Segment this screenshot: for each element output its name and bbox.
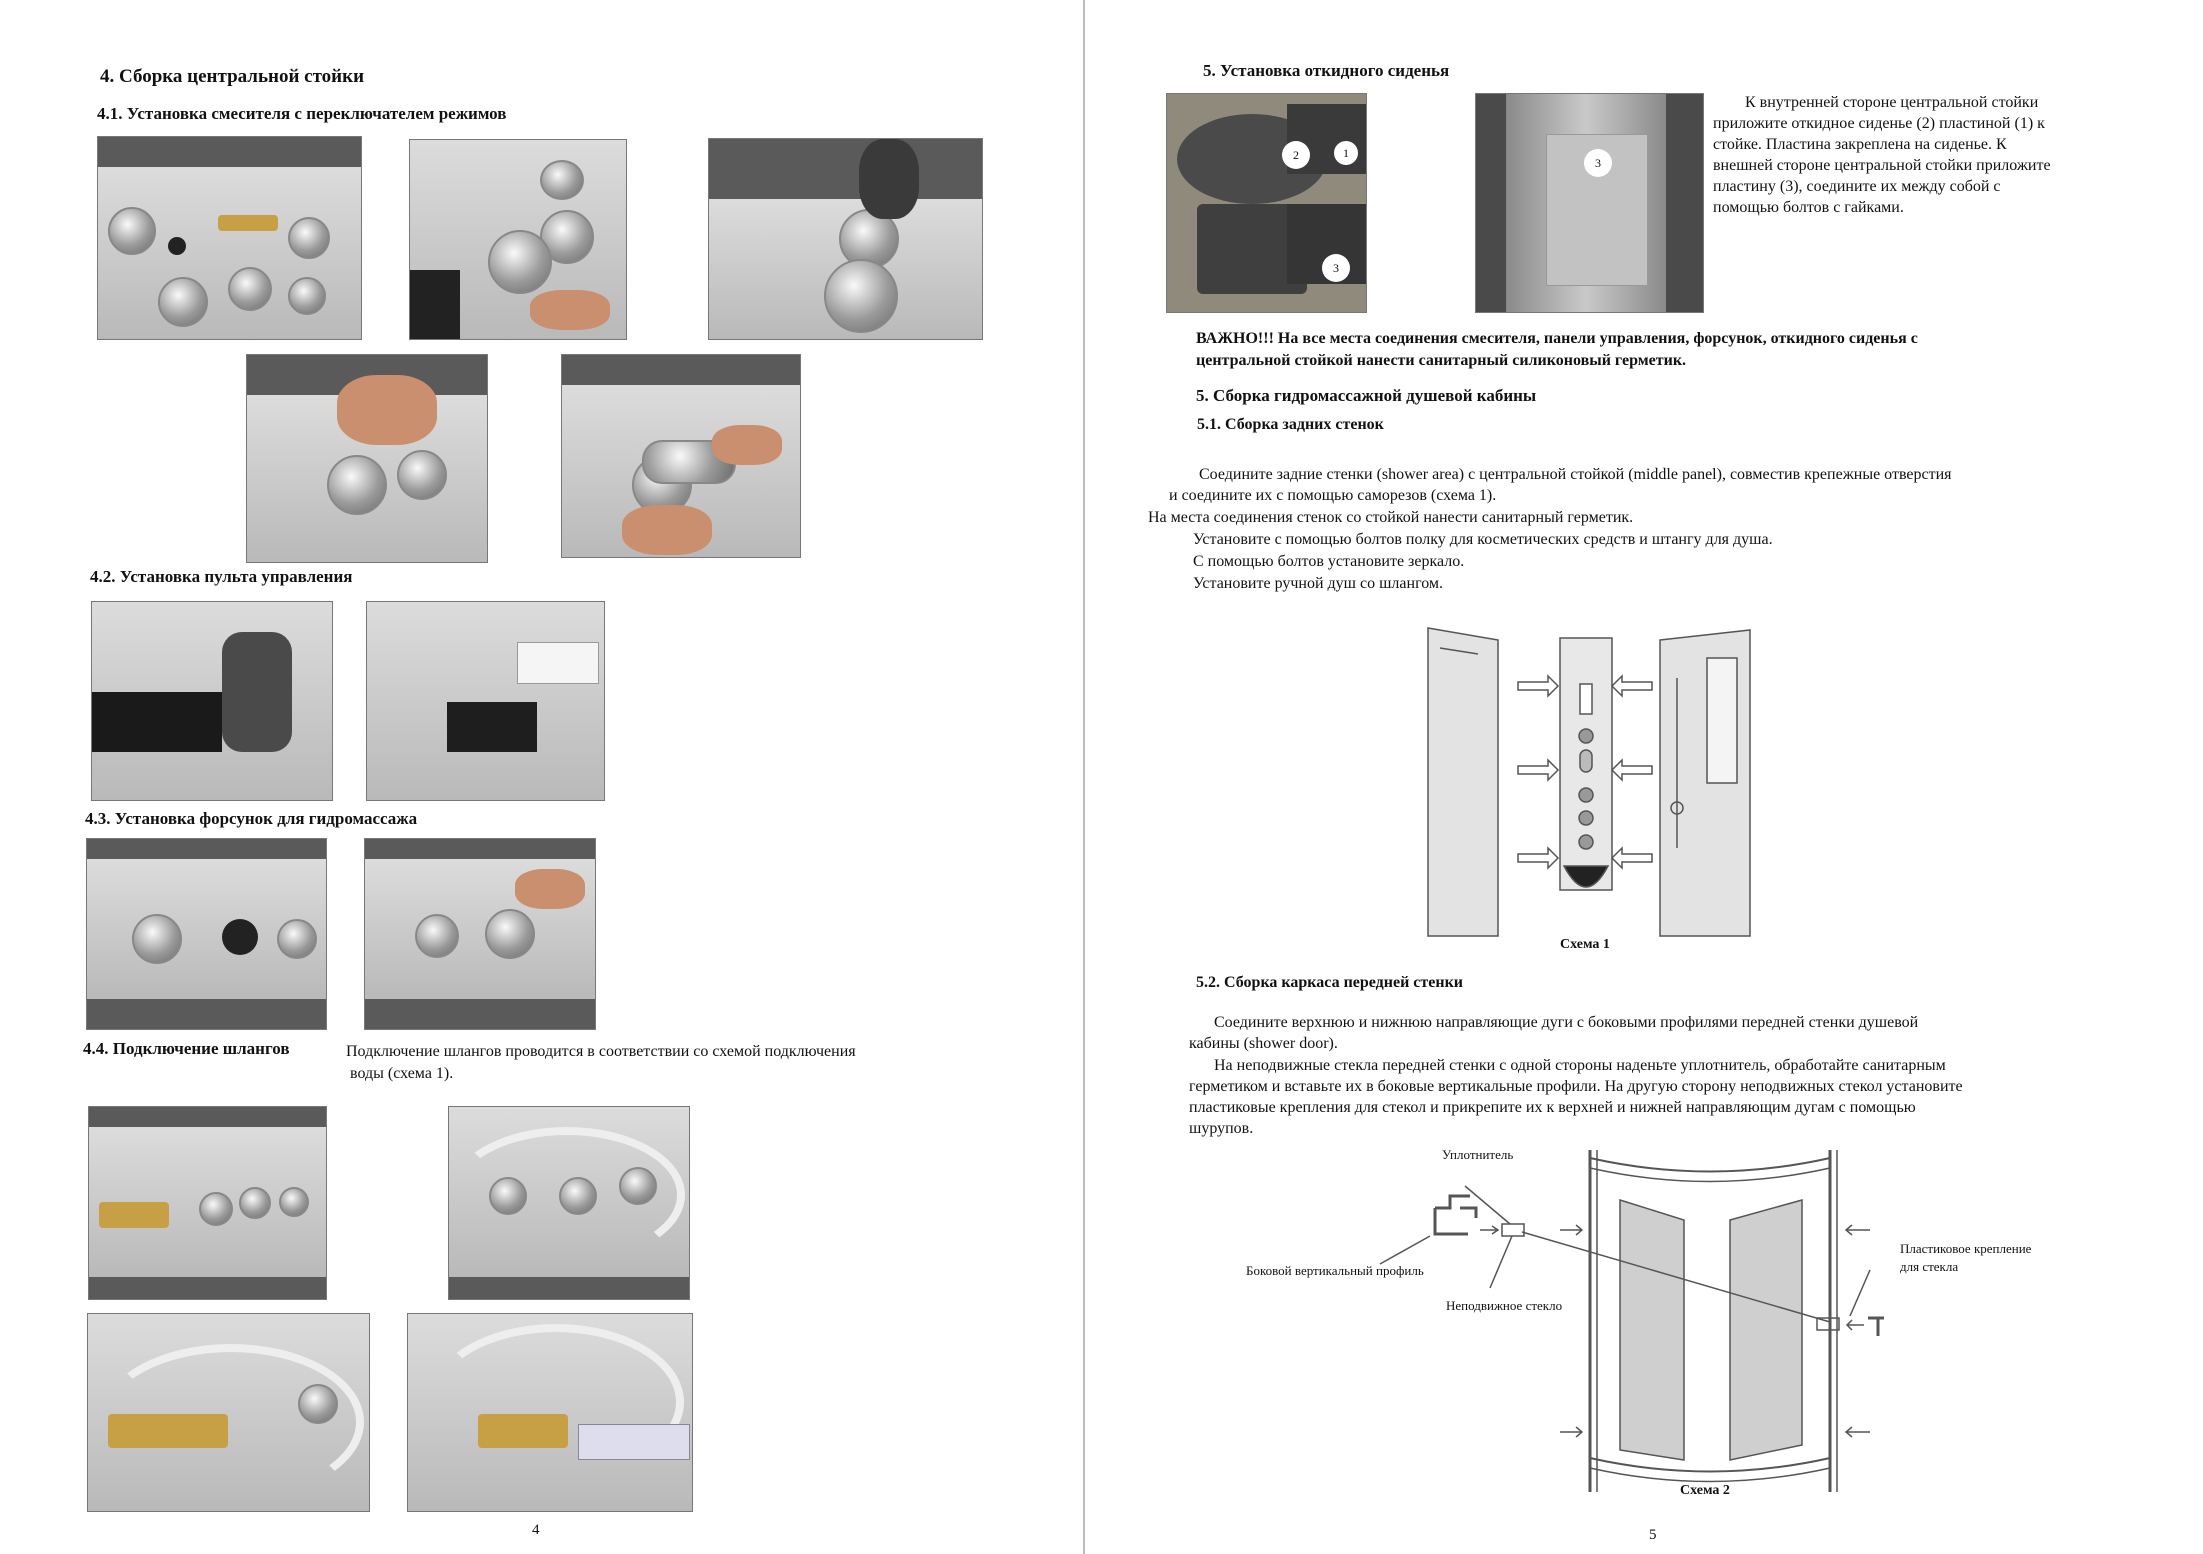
- scheme2-label-plastic-clip-1: Пластиковое крепление: [1900, 1241, 2032, 1256]
- scheme1-arrow-r3: [1612, 848, 1652, 868]
- photo-hoses-2: [448, 1106, 690, 1300]
- s44-text-line-1: Подключение шлангов проводится в соответствии со схемой подключения: [346, 1043, 856, 1060]
- section4-title: 4. Сборка центральной стойки: [100, 66, 365, 87]
- scheme2-bottom-arc: [1590, 1458, 1830, 1472]
- seat-text-line-5: пластину (3), соедините их между собой с: [1713, 178, 2001, 195]
- seat-text-line-4: внешней стороне центральной стойки приложите: [1713, 157, 2051, 174]
- s52-text-line-2: кабины (shower door).: [1189, 1035, 1338, 1052]
- photo-hoses-3: [87, 1313, 370, 1512]
- photo-jets-1: [86, 838, 327, 1030]
- scheme2-leader-seal: [1465, 1186, 1510, 1224]
- s51-text-line-4: Установите с помощью болтов полку для косметических средств и штангу для душа.: [1193, 531, 1773, 548]
- photo-seat-parts: [1166, 93, 1367, 313]
- s51-text-line-1: Соедините задние стенки (shower area) с центральной стойкой (middle panel), совместив крепежные отверстия: [1199, 466, 1952, 483]
- scheme2-caption: Схема 2: [1680, 1483, 1730, 1498]
- scheme2-arrow-2: [1560, 1427, 1582, 1437]
- s51-text-line-6: Установите ручной душ со шлангом.: [1193, 575, 1444, 592]
- scheme1-arrow-l2: [1518, 760, 1558, 780]
- scheme1-arrow-l3: [1518, 848, 1558, 868]
- seat-label-3b: 3: [1584, 149, 1612, 177]
- section5-title: 5. Сборка гидромассажной душевой кабины: [1196, 386, 1537, 405]
- s43-title: 4.3. Установка форсунок для гидромассажа: [85, 809, 418, 828]
- seat-text-line-1: К внутренней стороне центральной стойки: [1745, 94, 2039, 111]
- photo-mixer-install-4: [561, 354, 801, 558]
- s52-text-line-3: На неподвижные стекла передней стенки с одной стороны наденьте уплотнитель, обработайте санитарным: [1214, 1057, 1946, 1074]
- s51-title: 5.1. Сборка задних стенок: [1197, 416, 1384, 433]
- s52-title: 5.2. Сборка каркаса передней стенки: [1196, 974, 1464, 991]
- right-page-number: 5: [1649, 1527, 1657, 1543]
- scheme2-arrow-1: [1560, 1225, 1582, 1235]
- scheme2-seal-profile: [1435, 1196, 1476, 1234]
- s52-text-line-6: шурупов.: [1189, 1120, 1254, 1137]
- photo-mixer-install-2: [708, 138, 983, 340]
- s52-text-line-1: Соедините верхнюю и нижнюю направляющие дуги с боковыми профилями передней стенки душевой: [1214, 1014, 1919, 1031]
- important-line-1: ВАЖНО!!! На все места соединения смесителя, панели управления, форсунок, откидного сиденья с: [1196, 330, 1918, 347]
- s44-text-line-2: воды (схема 1).: [350, 1065, 454, 1082]
- s44-title: 4.4. Подключение шлангов: [83, 1039, 290, 1058]
- seat-label-1: 1: [1334, 141, 1358, 165]
- photo-hoses-4: [407, 1313, 693, 1512]
- scheme1-arrow-r1: [1612, 676, 1652, 696]
- photo-seat-mounted: [1475, 93, 1704, 313]
- seat-text-line-3: стойке. Пластина закреплена на сиденье. К: [1713, 136, 2007, 153]
- scheme2-label-plastic-clip-2: для стекла: [1900, 1259, 1959, 1274]
- scheme1-left-wall: [1428, 628, 1498, 936]
- s51-text-line-2: и соедините их с помощью саморезов (схема 1).: [1169, 487, 1497, 504]
- seat-label-2: 2: [1282, 141, 1310, 169]
- left-page-number: 4: [532, 1522, 540, 1538]
- seat-text-line-2: приложите откидное сиденье (2) пластиной (1) к: [1713, 115, 2045, 132]
- scheme2-label-seal: Уплотнитель: [1442, 1147, 1514, 1162]
- seat-label-3: 3: [1322, 254, 1350, 282]
- scheme1-arrow-r2: [1612, 760, 1652, 780]
- page-divider: [1083, 0, 1085, 1554]
- photo-control-panel-2: [366, 601, 605, 801]
- s41-title: 4.1. Установка смесителя с переключателем режимов: [97, 104, 507, 123]
- s52-text-line-4: герметиком и вставьте их в боковые вертикальные профили. На другую сторону неподвижных стекол установите: [1189, 1078, 1963, 1095]
- scheme1-caption: Схема 1: [1560, 937, 1610, 952]
- photo-hoses-1: [88, 1106, 327, 1300]
- scheme2-leader-clip: [1850, 1270, 1870, 1316]
- scheme2-arrow-4: [1846, 1427, 1870, 1437]
- photo-mixer-install-1: [409, 139, 627, 340]
- scheme2-glass-block: [1502, 1224, 1524, 1236]
- scheme2-label-side-profile: Боковой вертикальный профиль: [1246, 1263, 1424, 1278]
- seat-title: 5. Установка откидного сиденья: [1203, 61, 1450, 80]
- scheme2-arrow-3: [1846, 1225, 1870, 1235]
- photo-control-panel-1: [91, 601, 333, 801]
- photo-jets-2: [364, 838, 596, 1030]
- s52-text-line-5: пластиковые крепления для стекол и прикрепите их к верхней и нижней направляющим дугам с помощью: [1189, 1099, 1916, 1116]
- scheme-1-diagram: [1420, 618, 1760, 958]
- s51-text-line-3: На места соединения стенок со стойкой нанести санитарный герметик.: [1148, 509, 1634, 526]
- photo-mixer-install-3: [246, 354, 488, 563]
- scheme2-leader-glass: [1490, 1236, 1512, 1288]
- scheme2-top-arc: [1590, 1158, 1830, 1172]
- important-line-2: центральной стойкой нанести санитарный силиконовый герметик.: [1196, 352, 1687, 369]
- scheme1-arrow-l1: [1518, 676, 1558, 696]
- scheme2-plastic-clip: [1868, 1318, 1884, 1336]
- scheme2-glass-left: [1620, 1200, 1684, 1460]
- scheme2-glass-right: [1730, 1200, 1802, 1460]
- s51-text-line-5: С помощью болтов установите зеркало.: [1193, 553, 1465, 570]
- photo-mixer-parts: [97, 136, 362, 340]
- scheme2-label-fixed-glass: Неподвижное стекло: [1446, 1298, 1563, 1313]
- seat-text-line-6: помощью болтов с гайками.: [1713, 199, 1904, 216]
- scheme-2-diagram: [1240, 1140, 1960, 1510]
- scheme2-leader-profile: [1380, 1236, 1430, 1264]
- s42-title: 4.2. Установка пульта управления: [90, 567, 353, 586]
